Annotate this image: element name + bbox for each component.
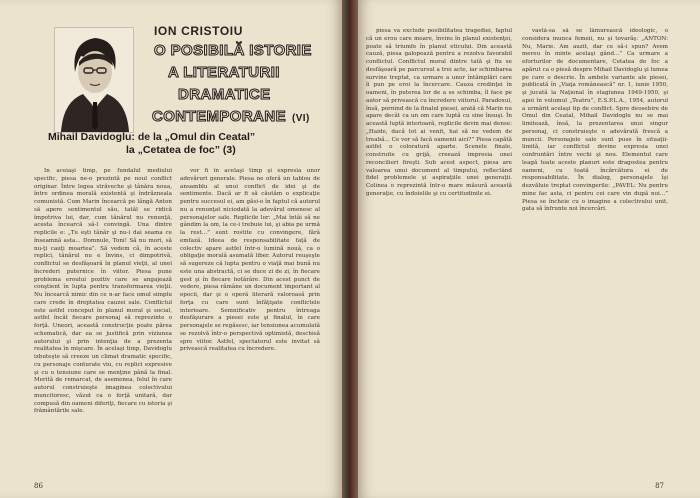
- right-column-1-text: piesa va exclude posibilitatea tragediei, faptul că un erou care moare, învins în planul existenţei, poate să triumfe în planul eticului. Din această cauză, piesa galopează pentru a rezolva favorabil conflictul. Conflictul moral dintre tată şi fiu se desfăşoară pe parcursul a trei acte, iar schimbarea survine treptat, ca urmare a unor întâmplări care îi pun pe eroi la încercare. Cauza credinţei în oameni, în puterea lor de a se schimba, îl face pe autor să privească cu încredere viitorul. Paradoxul, însă, pornind de la finalul piesei, arată că Marin nu apare decât ca un om care luptă cu sine însuşi. În această luptă interioară, replicile devin mai dense: „Haide, dacă tot ai venit, hai să ne vedem de treabă... Ce vor să facă oamenii aici?” Piesa capătă astfel o coloratură aparte. Scenele finale, construite cu grijă, creează impresia unei reconcilieri fireşti. Sub acest aspect, piesa are valoarea unui document al timpului, reflectând fidel problemele şi aspiraţiile unei generaţii. Colinea o reprezintă într-o mare măsură această generaţie, cu îndoielile şi cu certitudinile ei.: [366, 28, 512, 197]
- author-portrait-photo: [54, 27, 134, 133]
- left-column-1: [34, 168, 172, 480]
- left-column-2: [180, 168, 320, 480]
- right-column-2: [522, 28, 668, 476]
- title-line-2: A LITERATURII: [168, 64, 280, 81]
- title-line-3: DRAMATICE: [178, 86, 271, 103]
- series-number: (VI): [291, 113, 310, 124]
- subtitle-line-1: Mihail Davidoglu: de la „Omul din Ceatal”: [48, 131, 256, 143]
- page-number-left: 86: [34, 482, 43, 490]
- title-line-1: O POSIBILĂ ISTORIE: [154, 42, 312, 59]
- author-portrait-icon: [55, 28, 133, 132]
- right-column-2-text: vastă-sa să se lămurească ideologic, o considera munca femeii, nu şi tovarăş: „ANTON: Nu, Marie. Am auzit, dar ce să-i spun? Avem mereu în minte acelaşi gând...” Ca urmare a eforturilor de documentare, Cetatea de foc a apărut ca o piesă despre Mihail Davidoglu şi lumea pe care o descrie. În ambele variante ale piesei, publicată în „Viaţa românească” nr. 1, iunie 1950, şi jucată la Naţional în stagiunea 1949-1950, şi apoi în volumul „Teatru”, E.S.P.L.A., 1954, autorul a urmărit acelaşi tip de conflict. Spre deosebire de Omul din Ceatal, Mihail Davidoglu nu se mai limitează, însă, la prezentarea unui singur personaj, ci construieşte o adevărată frescă a muncii. Personajele sale sunt puse în situaţii-limită, iar conflictul devine expresia unei confruntări între vechi şi nou. Elementul care leagă toate aceste planuri este dragostea pentru oameni, cu toată încărcătura ei de responsabilitate. În dialog, personajele îşi dezvăluie treptat convingerile: „PAVEL: Nu pentru mine fac asta, ci pentru cei care vin după noi...” Piesa se încheie cu o imagine a colectivului unit, gata să înfrunte noi încercări.: [522, 28, 668, 213]
- left-column-2-text: vor fi în acelaşi timp şi expresia unor adevăruri generale. Piesa ne oferă un tablou de ansamblu al unui conflict de idei şi de sentimente. Dacă ar fi să căutăm o explicaţie pentru succesul ei, am găsi-o în faptul că autorul nu a renunţat niciodată la adevărul omenesc al personajelor sale. Replicile lor: „Mai întâi să ne gândim la om, la ce-i trebuie lui, şi abia pe urmă la rest...” sunt rostite cu convingere, fără emfază. Ideea de responsabilitate faţă de colectiv apare astfel într-o lumină nouă, ca o obligaţie morală asumată liber. Autorul reuşeşte să sugereze că lupta pentru o viaţă mai bună nu este una abstractă, ci se duce zi de zi, în fiecare gest şi în fiecare hotărâre. Din acest punct de vedere, piesa rămâne un document important al epocii, dar şi o operă literară valoroasă prin forţa cu care sunt înfăţişate conflictele interioare. Semnificativ pentru întreaga desfăşurare a piesei este şi finalul, în care personajele se regăsesc, iar tensiunea acumulată se rezolvă într-o perspectivă optimistă, deschisă spre viitor. Astfel, spectatorul este invitat să privească realitatea cu încredere.: [180, 168, 320, 353]
- title-line-4-text: CONTEMPORANE: [152, 108, 286, 125]
- article-subtitle: [48, 131, 338, 157]
- left-column-1-text: În aceiaşi timp, pe fundalul mediului specific, piesa ne-o prezintă pe noul conflict originar. Între legea străveche şi tânăra noua, între ordinea morală existentă şi îndrăzneala comunistă. Cum Marin încearcă pe lângă Anton să apere sentimentul său, tatăl se ridică împotriva lui, dar, cum tânărul nu renunţă, acesta încearcă să-l convingă. Una dintre replicile e: „Tu eşti tânăr şi nu-i dai seama ce înseamnă asta... Domnule, Toni! Să nu mori, să nu-ţi cauţi moartea”. Să vedem că, în aceste replici, tânărul nu e învins, ci dimpotrivă, conflictul se desfăşoară în planul vieţii, al unei încrederi puternice în viitor. Piesa pune problema eroului pozitiv care se angajează conştient în lupta pentru transformarea vieţii. Nu încearcă nimic din ce n-ar face omul simplu care crede în dreptatea cauzei sale. Conflictul este astfel conceput în planul moral şi social, astfel încât fiecare personaj să reprezinte o forţă. Uneori, această construcţie poate părea schematică, dar ea se justifică prin viziunea autorului şi prin intenţia de a prezenta realitatea în mişcare. În acelaşi timp, Davidoglu izbuteşte să creeze un climat dramatic specific, cu personaje conturate viu, cu replici expresive şi cu o tensiune care se menţine până la final. Merită de remarcat, de asemenea, felul în care autorul construieşte imaginea colectivului muncitoresc, văzut ca o forţă unitară, dar compusă din oameni diferiţi, fiecare cu istoria şi frământările sale.: [34, 168, 172, 415]
- left-page: [0, 0, 342, 498]
- title-line-4: [152, 108, 310, 125]
- right-page: [358, 0, 700, 498]
- book-spine: [342, 0, 358, 498]
- subtitle-line-2: la „Cetatea de foc” (3): [126, 144, 236, 156]
- right-column-1: [366, 28, 512, 476]
- author-name: ION CRISTOIU: [154, 24, 243, 38]
- page-number-right: 87: [655, 482, 664, 490]
